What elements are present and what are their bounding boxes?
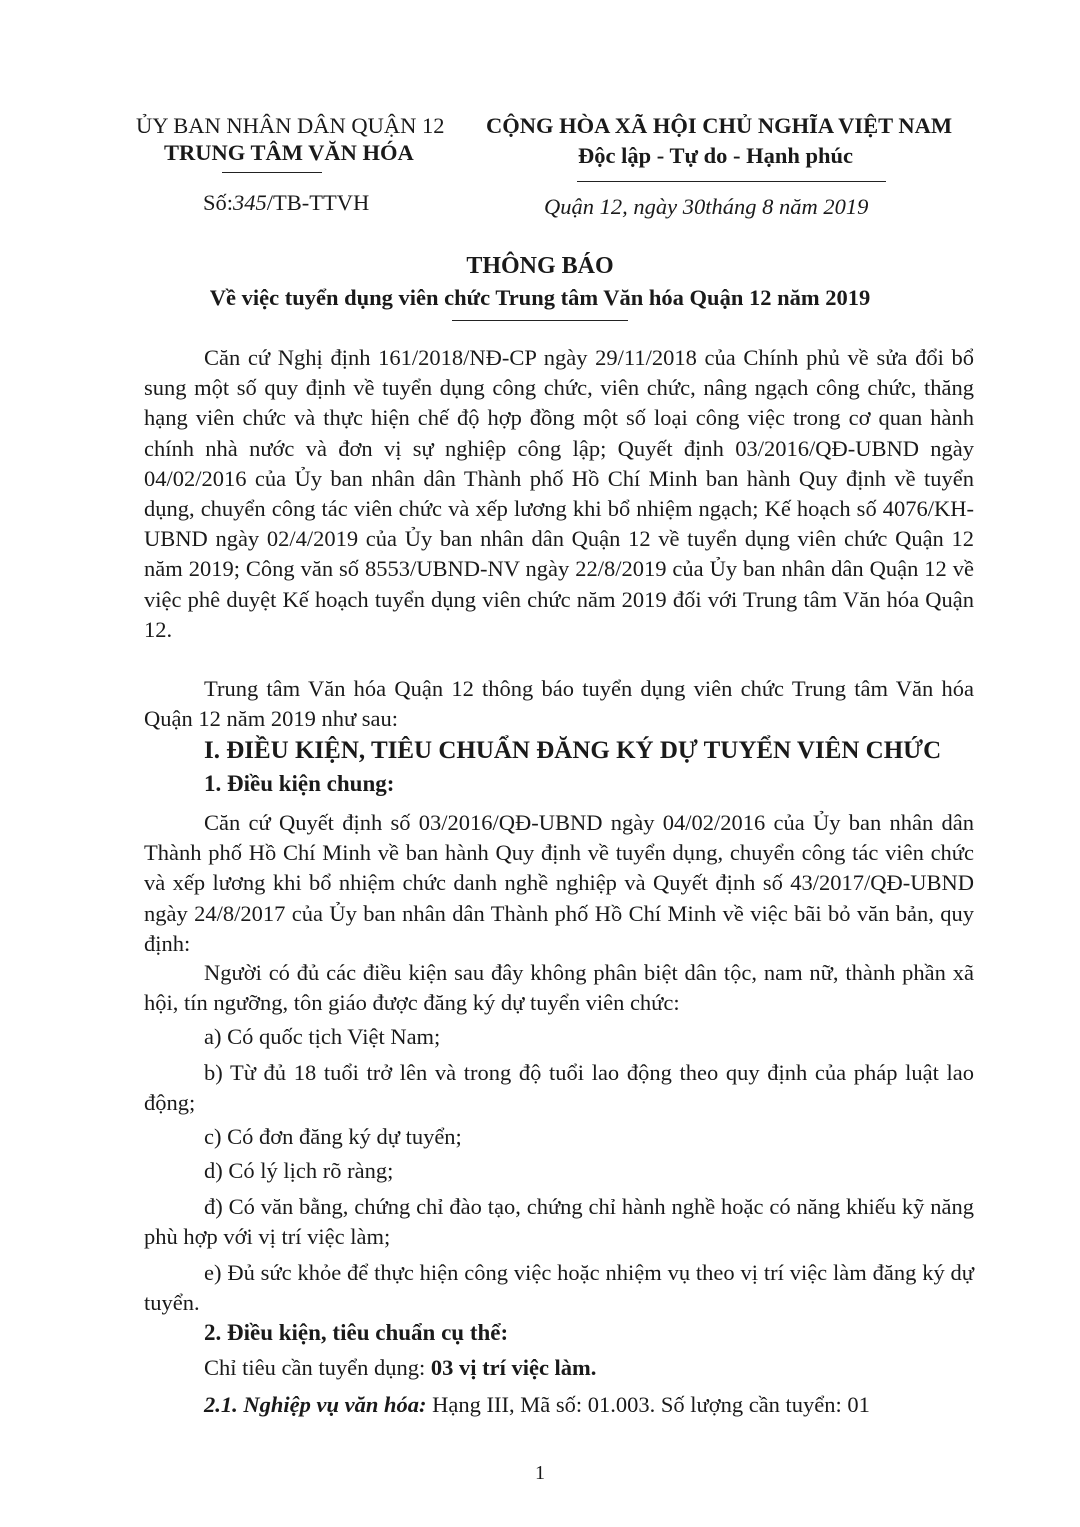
date-month: 8 xyxy=(762,194,774,219)
national-motto: Độc lập - Tự do - Hạnh phúc xyxy=(578,143,854,168)
document-subtitle: Về việc tuyển dụng viên chức Trung tâm Văn hóa Quận 12 năm 2019 xyxy=(209,285,871,310)
national-title: CỘNG HÒA XÃ HỘI CHỦ NGHĨA VIỆT NAM xyxy=(486,113,953,138)
item-2-1 xyxy=(204,1390,870,1420)
section-1-heading: I. ĐIỀU KIỆN, TIÊU CHUẨN ĐĂNG KÝ DỰ TUYỂN VIÊN CHỨC xyxy=(204,737,942,764)
document-number-prefix: Số: xyxy=(203,190,234,215)
item-2-1-label: 2.1. Nghiệp vụ văn hóa: xyxy=(204,1392,427,1417)
document-number xyxy=(203,189,369,217)
date-text-2: tháng xyxy=(705,194,763,219)
page-number: 1 xyxy=(535,1462,545,1484)
condition-d: d) Có lý lịch rõ ràng; xyxy=(204,1158,394,1183)
condition-c: c) Có đơn đăng ký dự tuyển; xyxy=(204,1124,462,1149)
preamble-paragraph: Căn cứ Nghị định 161/2018/NĐ-CP ngày 29/11/2018 của Chính phủ về sửa đổi bổ sung một số quy định về tuyển dụng công chức, viên chức, nâng ngạch công chức, thăng hạng viên chức và thực hiện chế độ hợp đồng một số loại công việc trong cơ quan hành chính nhà nước và đơn vị sự nghiệp công lập; Quyết định 03/2016/QĐ-UBND ngày 04/02/2016 của Ủy ban nhân dân Thành phố Hồ Chí Minh ban hành Quy định về tuyển dụng, chuyển công tác viên chức và xếp lương khi bổ nhiệm ngạch; Kế hoạch số 4076/KH-UBND ngày 02/4/2019 của Ủy ban nhân dân Quận 12 về tuyển dụng viên chức Quận 12 năm 2019; Công văn số 8553/UBND-NV ngày 22/8/2019 của Ủy ban nhân dân Quận 12 về việc phê duyệt Kế hoạch tuyển dụng viên chức năm 2019 đối với Trung tâm Văn hóa Quận 12. xyxy=(144,345,974,642)
item-2-1-text: Hạng III, Mã số: 01.003. Số lượng cần tuyển: 01 xyxy=(426,1392,870,1417)
condition-dd: đ) Có văn bằng, chứng chỉ đào tạo, chứng chỉ hành nghề hoặc có năng khiếu kỹ năng phù hợp với vị trí việc làm; xyxy=(144,1194,974,1250)
date-day: 30 xyxy=(682,194,706,219)
document-number-suffix: /TB-TTVH xyxy=(266,190,370,215)
document-number-handwritten: 345 xyxy=(233,190,267,215)
date-text-3: năm 2019 xyxy=(773,194,869,219)
subsection-2-heading: 2. Điều kiện, tiêu chuẩn cụ thể: xyxy=(204,1320,509,1345)
quota-label: Chỉ tiêu cần tuyển dụng: xyxy=(204,1355,431,1380)
condition-b: b) Từ đủ 18 tuổi trở lên và trong độ tuổi lao động theo quy định của pháp luật lao động; xyxy=(144,1060,974,1116)
quota-line xyxy=(204,1353,596,1383)
intro-paragraph: Trung tâm Văn hóa Quận 12 thông báo tuyển dụng viên chức Trung tâm Văn hóa Quận 12 năm 2019 như sau: xyxy=(144,676,974,732)
document-date xyxy=(544,193,868,221)
issuer-line-2: TRUNG TÂM VĂN HÓA xyxy=(164,140,414,165)
condition-e: e) Đủ sức khỏe để thực hiện công việc hoặc nhiệm vụ theo vị trí việc làm đăng ký dự tuyển. xyxy=(144,1260,974,1316)
issuer-line-1: ỦY BAN NHÂN DÂN QUẬN 12 xyxy=(136,113,445,138)
subtitle-underline xyxy=(452,320,628,321)
issuer-underline xyxy=(222,172,322,173)
quota-value: 03 vị trí việc làm. xyxy=(430,1355,597,1380)
subsection-1-heading: 1. Điều kiện chung: xyxy=(204,771,395,796)
subsection-1-eligibility: Người có đủ các điều kiện sau đây không phân biệt dân tộc, nam nữ, thành phần xã hội, tín ngưỡng, tôn giáo được đăng ký dự tuyển viên chức: xyxy=(144,960,974,1016)
date-text-1: Quận 12, ngày xyxy=(544,194,683,219)
condition-a: a) Có quốc tịch Việt Nam; xyxy=(204,1024,441,1049)
motto-underline xyxy=(577,181,886,182)
document-title: THÔNG BÁO xyxy=(466,253,614,279)
subsection-1-basis: Căn cứ Quyết định số 03/2016/QĐ-UBND ngày 04/02/2016 của Ủy ban nhân dân Thành phố Hồ Chí Minh về ban hành Quy định về tuyển dụng, chuyển công tác viên chức và xếp lương khi bổ nhiệm chức danh nghề nghiệp và Quyết định số 43/2017/QĐ-UBND ngày 24/8/2017 của Ủy ban nhân dân Thành phố Hồ Chí Minh về việc bãi bỏ văn bản, quy định: xyxy=(144,810,974,956)
